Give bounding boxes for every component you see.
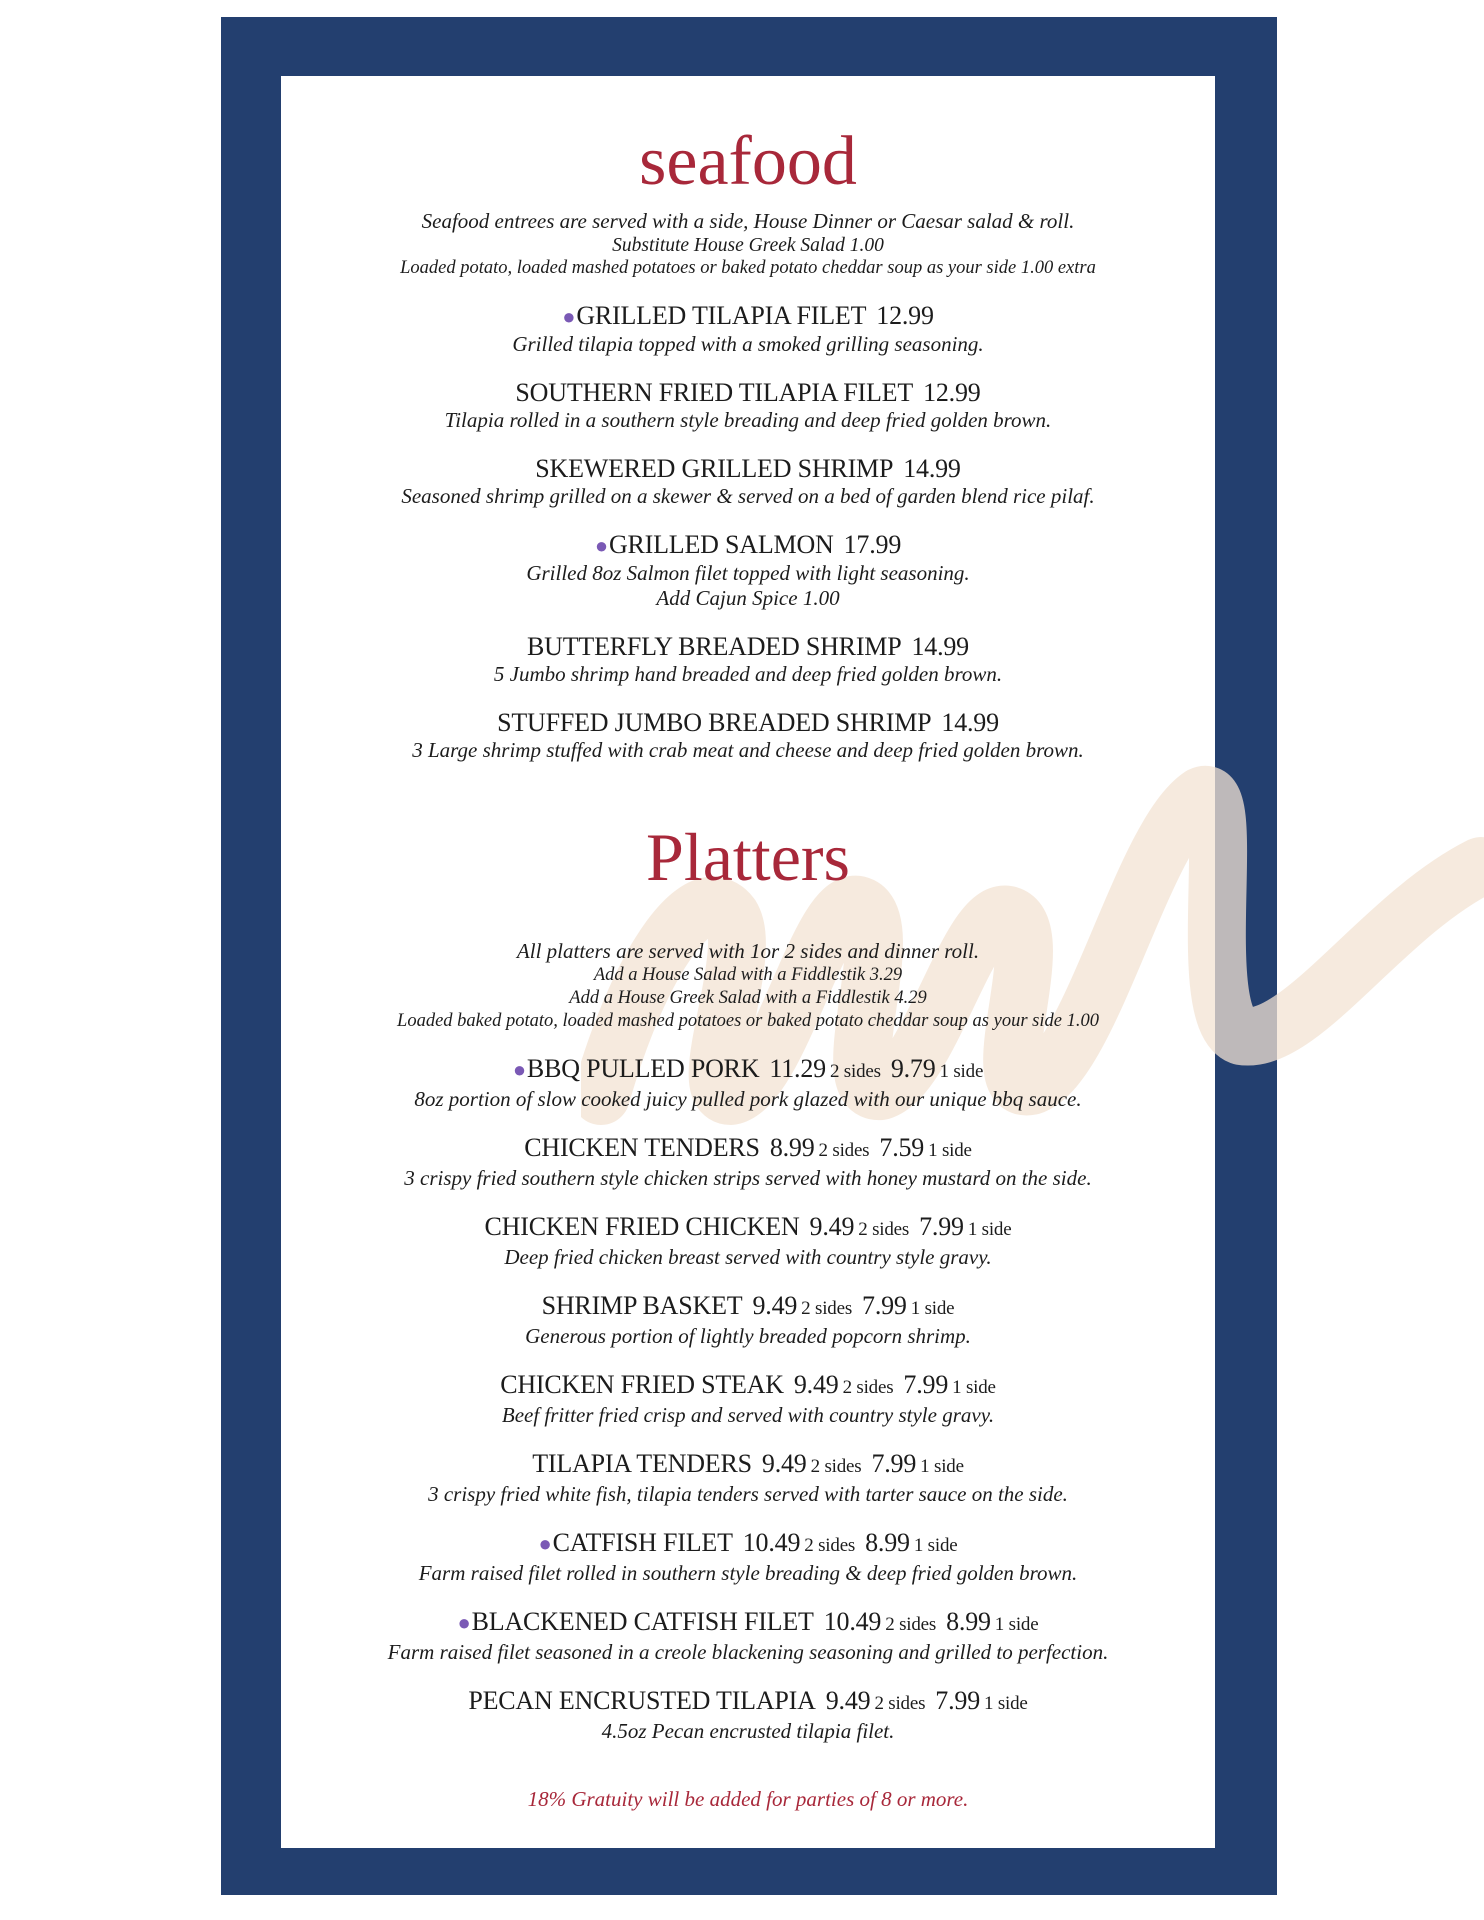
price-two-sides: 10.49 [742,1528,801,1557]
price-two-sides: 10.49 [823,1607,882,1636]
menu-item-line [281,632,1215,662]
item-name: TILAPIA TENDERS [532,1449,752,1478]
menu-item-line [281,1528,1215,1561]
item-description: Deep fried chicken breast served with country style gravy. [504,1245,992,1269]
menu-item [281,301,1215,357]
menu-item-line [281,530,1215,561]
one-side-label: 1 side [984,1693,1028,1714]
item-description: Farm raised filet rolled in southern style breading & deep fried golden brown. [418,1561,1078,1585]
item-description: Grilled 8oz Salmon filet topped with light seasoning. [526,561,970,585]
item-description: 3 Large shrimp stuffed with crab meat and cheese and deep fried golden brown. [412,738,1084,762]
item-description: 8oz portion of slow cooked juicy pulled pork glazed with our unique bbq sauce. [414,1087,1082,1111]
item-description: Generous portion of lightly breaded popcorn shrimp. [525,1324,971,1348]
menu-item [281,1133,1215,1191]
one-side-label: 1 side [952,1377,996,1398]
menu-item [281,1291,1215,1349]
one-side-label: 1 side [910,1298,955,1319]
platters-item-list [281,1054,1215,1744]
item-description: Grilled tilapia topped with a smoked grilling seasoning. [512,332,984,356]
price-one-side: 9.79 [890,1054,936,1083]
two-sides-label: 2 sides [818,1140,870,1161]
platters-intro-line: Loaded baked potato, loaded mashed potatoes or baked potato cheddar soup as your side 1.00 [397,1011,1099,1031]
item-description: 5 Jumbo shrimp hand breaded and deep fried golden brown. [493,662,1003,686]
two-sides-label: 2 sides [842,1377,894,1398]
bullet-icon: ● [594,533,608,558]
item-name: CHICKEN TENDERS [524,1133,760,1162]
menu-item-line [281,1370,1215,1403]
menu-item [281,708,1215,763]
seafood-intro-line: Loaded potato, loaded mashed potatoes or baked potato cheddar soup as your side 1.00 extra [400,258,1096,278]
item-description: Add Cajun Spice 1.00 [656,586,840,610]
one-side-label: 1 side [920,1456,964,1477]
gratuity-note: 18% Gratuity will be added for parties of 8 or more. [527,1787,969,1811]
bullet-icon: ● [562,304,576,329]
menu-item [281,1054,1215,1112]
platters-intro-line: All platters are served with 1or 2 sides and dinner roll. [516,939,980,963]
price-one-side: 8.99 [946,1607,991,1636]
two-sides-label: 2 sides [858,1219,910,1240]
one-side-label: 1 side [994,1614,1039,1635]
item-price: 12.99 [923,378,981,407]
menu-item-line [281,1686,1215,1719]
item-name: SKEWERED GRILLED SHRIMP [535,454,894,483]
item-price: 14.99 [903,454,961,483]
item-description: Farm raised filet seasoned in a creole blackening seasoning and grilled to perfection. [387,1640,1109,1664]
item-name: CHICKEN FRIED CHICKEN [484,1212,800,1241]
menu-item-line [281,1291,1215,1324]
menu-content [281,123,1215,1812]
platters-intro [281,939,1215,1033]
menu-item-line [281,1054,1215,1087]
bullet-icon: ● [457,1610,471,1635]
item-name: SHRIMP BASKET [541,1291,743,1320]
menu-item-line [281,454,1215,484]
bullet-icon: ● [538,1531,552,1556]
item-description: 3 crispy fried southern style chicken strips served with honey mustard on the side. [404,1166,1092,1190]
item-price: 12.99 [876,301,934,330]
menu-item-line [281,378,1215,408]
price-two-sides: 8.99 [769,1133,815,1162]
seafood-intro [281,209,1215,280]
item-description: Beef fritter fried crisp and served with country style gravy. [501,1403,995,1427]
menu-item-line [281,708,1215,738]
item-name: BUTTERFLY BREADED SHRIMP [527,632,902,661]
item-name: BLACKENED CATFISH FILET [471,1607,814,1636]
seafood-intro-line: Seafood entrees are served with a side, House Dinner or Caesar salad & roll. [421,209,1075,233]
two-sides-label: 2 sides [810,1456,862,1477]
one-side-label: 1 side [967,1219,1012,1240]
price-one-side: 7.99 [919,1212,964,1241]
menu-item [281,454,1215,509]
two-sides-label: 2 sides [885,1614,937,1635]
menu-item [281,1528,1215,1586]
menu-item-line [281,1133,1215,1166]
price-one-side: 7.99 [862,1291,907,1320]
menu-item-line [281,1449,1215,1482]
menu-item [281,378,1215,433]
item-description: 3 crispy fried white fish, tilapia tenders served with tarter sauce on the side. [428,1482,1068,1506]
item-name: CHICKEN FRIED STEAK [500,1370,784,1399]
two-sides-label: 2 sides [804,1535,856,1556]
menu-page [281,76,1215,1848]
platters-heading: Platters [646,819,850,895]
item-name: PECAN ENCRUSTED TILAPIA [468,1686,816,1715]
item-name: SOUTHERN FRIED TILAPIA FILET [515,378,914,407]
price-two-sides: 11.29 [769,1054,826,1083]
menu-item-line [281,1212,1215,1245]
menu-item [281,1212,1215,1270]
seafood-heading: seafood [639,123,857,200]
menu-item-line [281,301,1215,332]
menu-item [281,1449,1215,1507]
one-side-label: 1 side [928,1140,972,1161]
menu-item [281,1370,1215,1428]
seafood-intro-line: Substitute House Greek Salad 1.00 [612,235,884,256]
seafood-item-list [281,301,1215,763]
item-name: GRILLED SALMON [608,530,834,559]
price-two-sides: 9.49 [825,1686,871,1715]
two-sides-label: 2 sides [829,1061,881,1082]
one-side-label: 1 side [913,1535,958,1556]
item-price: 14.99 [941,708,999,737]
price-two-sides: 9.49 [761,1449,807,1478]
menu-item-line [281,1607,1215,1640]
platters-intro-line: Add a House Salad with a Fiddlestik 3.29 [593,965,903,985]
platters-intro-line: Add a House Greek Salad with a Fiddlestik 4.29 [569,988,927,1008]
item-description: 4.5oz Pecan encrusted tilapia filet. [601,1719,895,1743]
item-name: CATFISH FILET [552,1528,733,1557]
item-name: STUFFED JUMBO BREADED SHRIMP [497,708,932,737]
item-price: 14.99 [911,632,969,661]
item-name: GRILLED TILAPIA FILET [576,301,867,330]
menu-item [281,1607,1215,1665]
price-one-side: 7.59 [879,1133,925,1162]
menu-item [281,1686,1215,1744]
item-name: BBQ PULLED PORK [526,1054,760,1083]
one-side-label: 1 side [939,1061,984,1082]
menu-item [281,632,1215,687]
bullet-icon: ● [512,1057,526,1082]
price-one-side: 7.99 [935,1686,980,1715]
price-two-sides: 9.49 [793,1370,839,1399]
two-sides-label: 2 sides [874,1693,926,1714]
item-description: Seasoned shrimp grilled on a skewer & served on a bed of garden blend rice pilaf. [401,484,1095,508]
two-sides-label: 2 sides [801,1298,853,1319]
price-one-side: 8.99 [865,1528,910,1557]
price-two-sides: 9.49 [752,1291,798,1320]
price-one-side: 7.99 [903,1370,949,1399]
menu-item [281,530,1215,611]
price-one-side: 7.99 [871,1449,917,1478]
item-description: Tilapia rolled in a southern style breading and deep fried golden brown. [444,408,1052,432]
item-price: 17.99 [843,530,902,559]
price-two-sides: 9.49 [809,1212,855,1241]
